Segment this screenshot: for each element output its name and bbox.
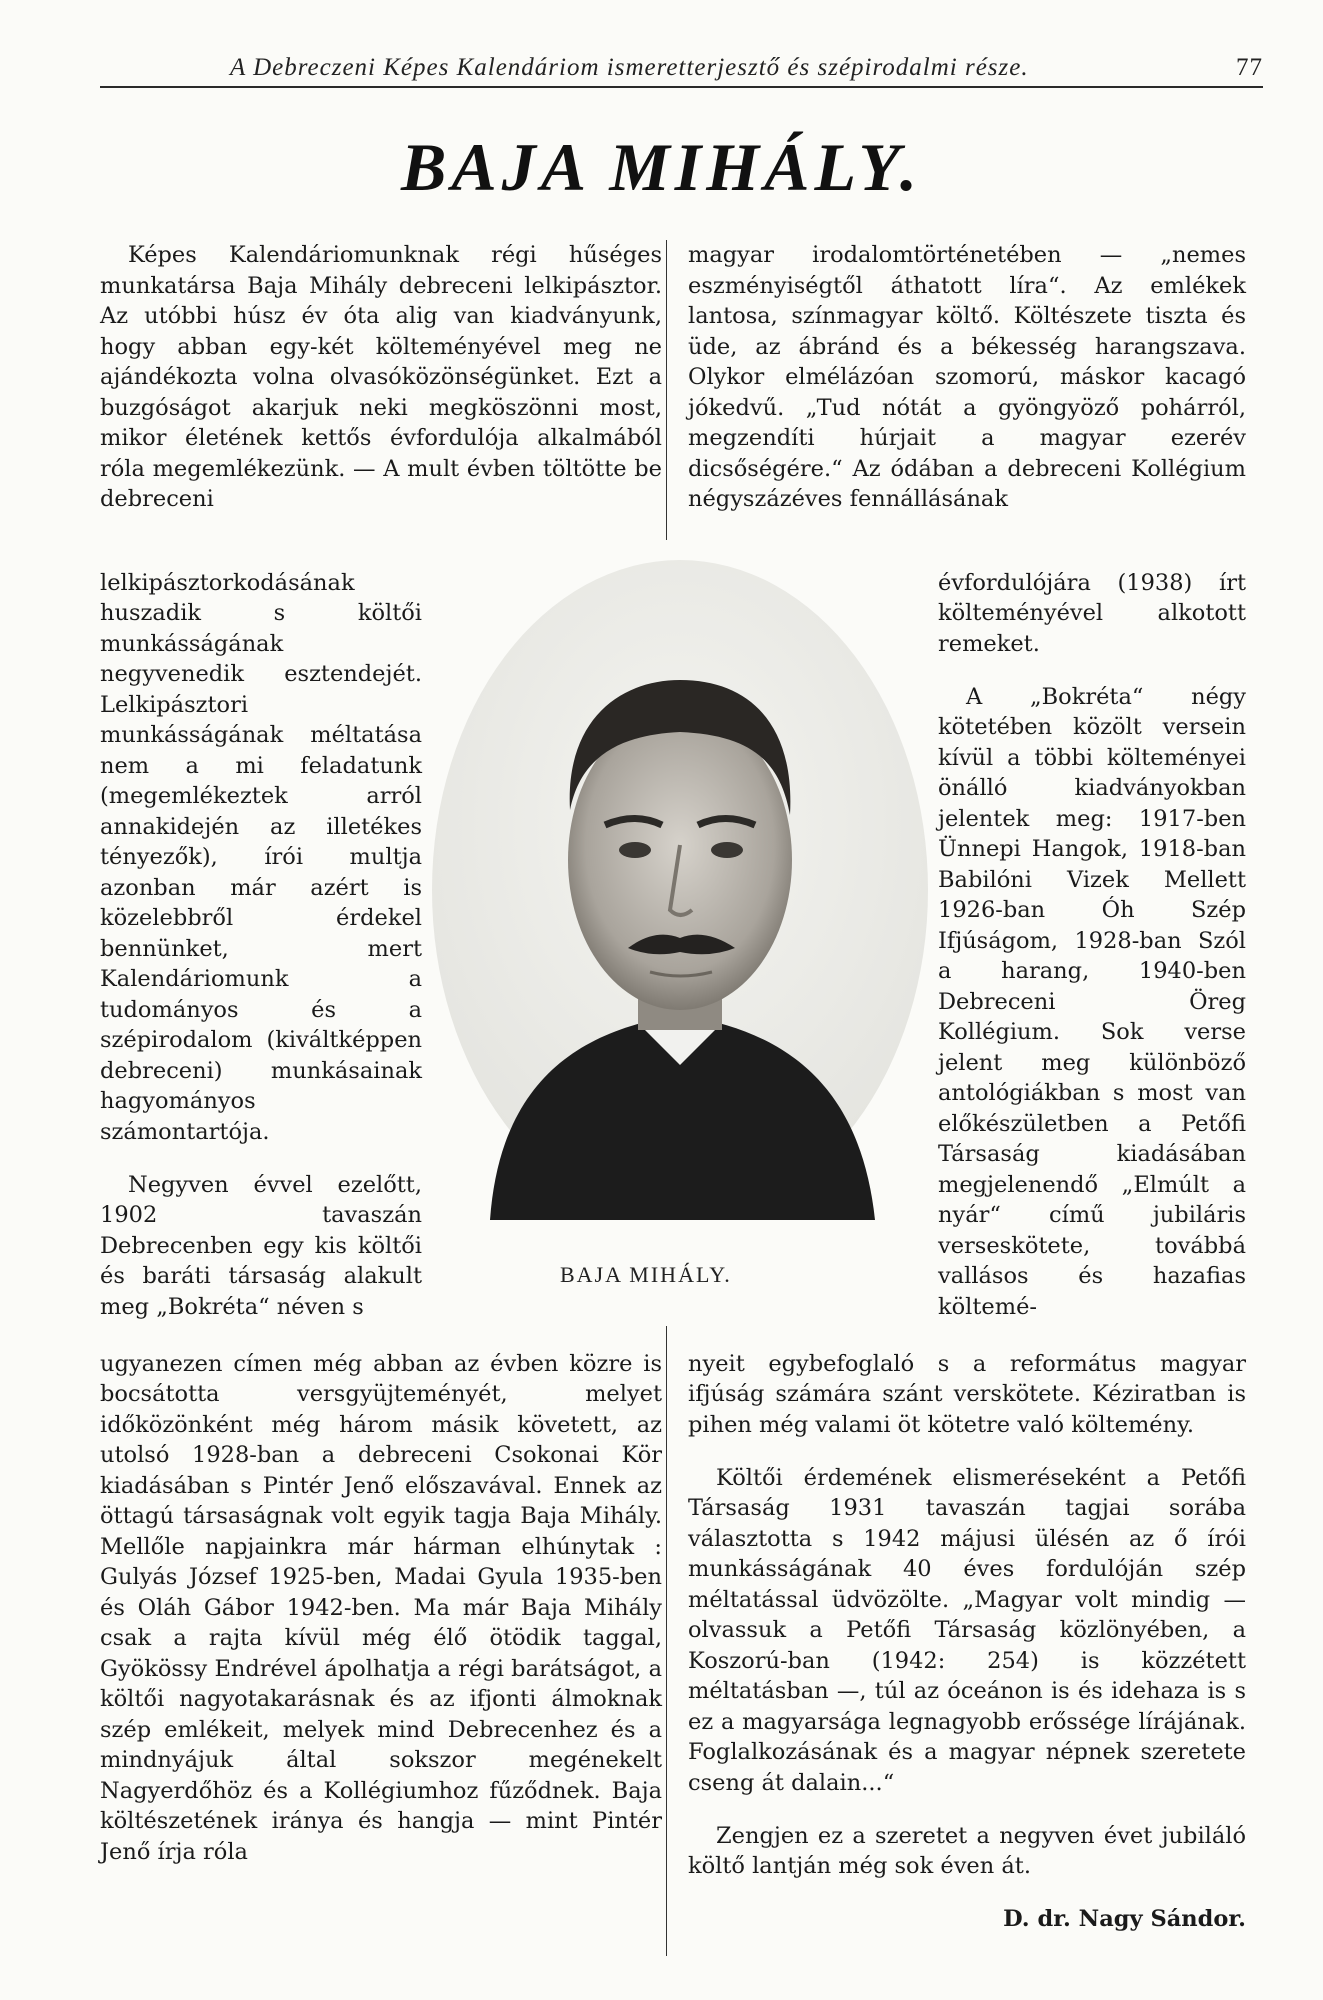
running-title: A Debreczeni Képes Kalendáriom ismeretterjesztő és szépirodalmi része. xyxy=(230,54,1029,81)
column-divider-top xyxy=(666,240,667,540)
left-column-top xyxy=(100,240,662,515)
column-divider-bottom xyxy=(666,1326,667,1956)
right-column-top xyxy=(688,240,1246,515)
right-wrap-text-2: A „Bokréta“ négy kötetében közölt versein kívül a többi költeményei önálló kiadványokban jelentek meg: 1917-ben Ünnepi Hangok, 1918-ban Babilóni Vizek Mellett 1926-ban Óh Szép Ifjúságom, 1928-ban Szól a harang, 1940-ben Debreceni Öreg Kollégium. Sok verse jelent meg különböző antológiákban s most van előkészületben a Petőfi Társaság kiadásában megjelenendő „Elmúlt a nyár“ című jubiláris verseskötete, továbbá vallásos és hazafias költemé- xyxy=(938,683,1246,1320)
portrait-photo xyxy=(430,560,930,1220)
right-wrap-column xyxy=(938,545,1246,1345)
header-rule xyxy=(100,86,1263,88)
signature: D. dr. Nagy Sándor. xyxy=(1003,1906,1246,1932)
right-top-text: magyar irodalomtörténetében — „nemes eszményiségtől áthatott líra“. Az emlékek lantosa, színmagyar költő. Költészete tiszta és üde, az ábránd és a békesség harangszava. Olykor elmélázóan szomorú, máskor kacagó jókedvű. „Tud nótát a gyöngyöző pohárról, megzendíti húrjait a magyar ezerév dicsőségére.“ Az ódában a debreceni Kollégium négyszázéves fennállásának xyxy=(688,242,1246,512)
article-title: BAJA MIHÁLY. xyxy=(401,129,922,205)
photo-caption: BAJA MIHÁLY. xyxy=(560,1262,732,1287)
left-wrap-column xyxy=(100,545,422,1345)
right-column-bottom xyxy=(688,1326,1246,1957)
right-bottom-text-3: Zengjen ez a szeretet a negyven évet jubiláló költő lantján még sok éven át. xyxy=(688,1822,1246,1879)
left-bottom-text: ugyanezen címen még abban az évben közre is bocsátotta versgyüjteményét, melyet időközönként még három másik követett, az utolsó 1928-ban a debreceni Csokonai Kör kiadásában s Pintér Jenő előszavával. Ennek az öttagú társaságnak volt egyik tagja Baja Mihály. Mellőle napjainkra már hárman elhúnytak : Gulyás József 1925-ben, Madai Gyula 1935-ben és Oláh Gábor 1942-ben. Ma már Baja Mihály csak a rajta kívül még élő ötödik taggal, Gyökössy Endrével ápolhatja a régi barátságot, a költői nagyotakarásnak és az ifjonti álmoknak szép emlékeit, melyek mind Debrecenhez és a mindnyájuk által sokszor megénekelt Nagyerdőhöz és a Kollégiumhoz fűződnek. Baja költészetének iránya és hangja — mint Pintér Jenő írja róla xyxy=(100,1350,662,1865)
right-wrap-text: évfordulójára (1938) írt költeményével alkotott remeket. xyxy=(938,569,1246,657)
right-bottom-text-2: Költői érdemének elismeréseként a Petőfi Társaság 1931 tavaszán tagjai sorába választotta s 1942 májusi ülésén az ő írói munkásságának 40 éves fordulóján szép méltatással üdvözölte. „Magyar volt mindig — olvassuk a Petőfi Társaság közlönyében, a Koszorú-ban (1942: 254) is közzétett méltatásban —, túl az óceánon is és idehaza is s ez a magyarsága legnagyobb erőssége lírájának. Foglalkozásának és a magyar népnek szeretete cseng át dalain...“ xyxy=(688,1464,1246,1796)
left-wrap-text-2: Negyven évvel ezelőtt, 1902 tavaszán Debrecenben egy kis költői és baráti társaság alakult meg „Bokréta“ néven s xyxy=(100,1171,422,1320)
page-number: 77 xyxy=(1236,54,1263,81)
left-wrap-text: lelkipásztorkodásának huszadik s költői munkásságának negyvenedik esztendejét. Lelkipásztori munkásságának méltatása nem a mi feladatunk (megemlékeztek arról annakidején az illetékes tényezők), írói multja azonban már azért is közelebbről érdekel bennünket, mert Kalendáriomunk a tudományos és a szépirodalom (kiváltképpen debreceni) munkásainak hagyományos számontartója. xyxy=(100,569,422,1145)
right-bottom-text-1: nyeit egybefoglaló s a református magyar ifjúság számára szánt verskötete. Kéziratban is pihen még valami öt kötetre való költemény. xyxy=(688,1350,1246,1438)
left-top-text: Képes Kalendáriomunknak régi hűséges munkatársa Baja Mihály debreceni lelkipásztor. Az utóbbi húsz év óta alig van kiadványunk, hogy abban egy-két költeményével meg ne ajándékozta volna olvasóközönségünket. Ezt a buzgóságot akarjuk neki megköszönni most, mikor életének kettős évfordulója alkalmából róla megemlékezünk. — A mult évben töltötte be debreceni xyxy=(100,242,662,512)
left-column-bottom xyxy=(100,1326,662,1890)
running-header xyxy=(150,48,1263,88)
